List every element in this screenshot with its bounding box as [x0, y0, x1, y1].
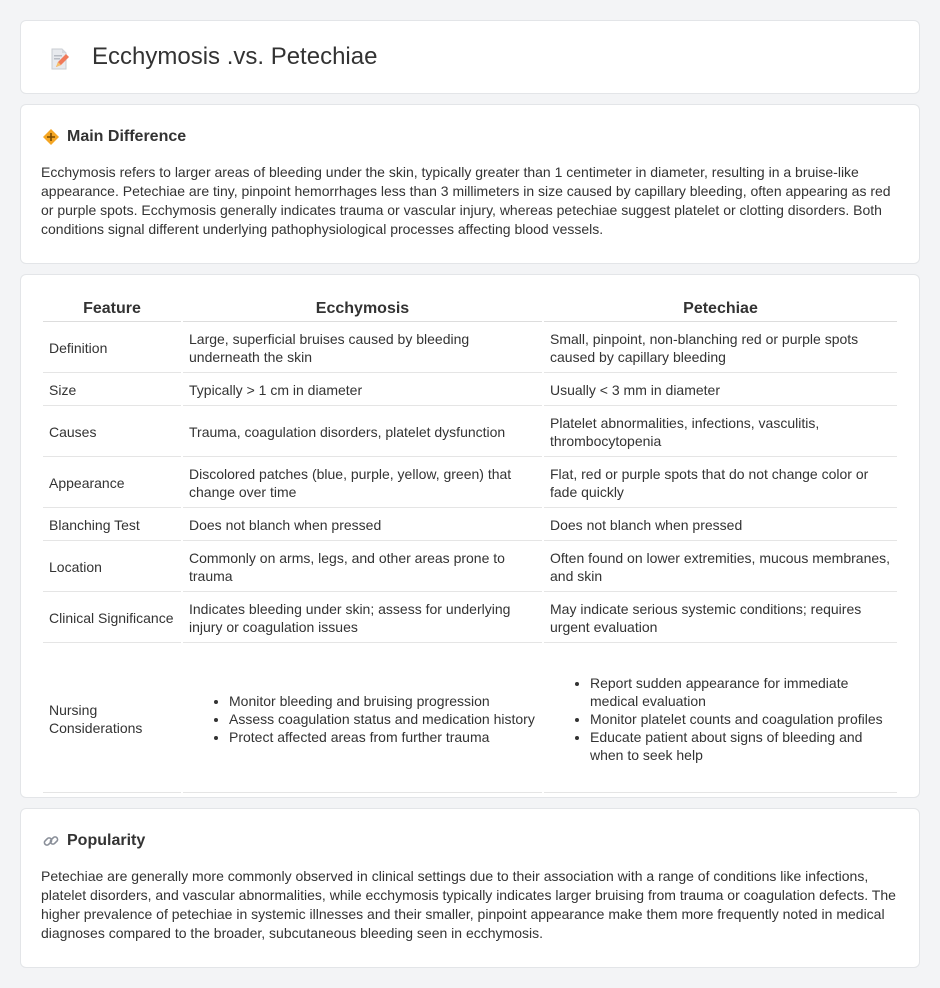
petechiae-cell: Does not blanch when pressed [544, 510, 897, 541]
table-row [43, 510, 897, 541]
main-difference-heading [41, 127, 186, 147]
table-row [43, 645, 897, 793]
popularity-text: Petechiae are generally more commonly observed in clinical settings due to their association with a range of conditions like infections, platelet disorders, and vascular abnormalities, while ecchymosis typically indicates larger bruising from trauma or coagulation defects. The higher prevalence of petechiae in systemic illnesses and their smaller, pinpoint appearance make them more frequently noted in medical diagnoses compared to the broader, subcutaneous bleeding seen in ecchymosis. [41, 868, 896, 941]
main-difference-text: Ecchymosis refers to larger areas of bleeding under the skin, typically greater than 1 centimeter in diameter, resulting in a bruise-like appearance. Petechiae are tiny, pinpoint hemorrhages less than 3 millimeters in size caused by capillary bleeding, often appearing as red or purple spots. Ecchymosis generally indicates trauma or vascular injury, whereas petechiae suggest platelet or clotting disorders. Both conditions signal different underlying pathophysiological processes affecting blood vessels. [41, 164, 891, 237]
feature-cell: Clinical Significance [43, 594, 181, 643]
diamond-warning-icon [41, 127, 61, 147]
main-difference-card [20, 104, 920, 264]
feature-cell: Blanching Test [43, 510, 181, 541]
header-ecchymosis: Ecchymosis [183, 297, 542, 322]
table-row [43, 408, 897, 457]
comparison-table-card [20, 274, 920, 798]
ecchymosis-cell: Indicates bleeding under skin; assess for underlying injury or coagulation issues [183, 594, 542, 643]
ecchymosis-cell: Large, superficial bruises caused by bleeding underneath the skin [183, 324, 542, 373]
feature-cell: Causes [43, 408, 181, 457]
ecchymosis-nursing-list [189, 692, 536, 746]
list-item: • Protect affected areas from further trauma [229, 728, 536, 746]
table-row [43, 543, 897, 592]
petechiae-cell: Usually < 3 mm in diameter [544, 375, 897, 406]
petechiae-nursing-list [550, 674, 891, 764]
link-icon [41, 831, 61, 851]
feature-cell: Size [43, 375, 181, 406]
ecchymosis-cell: Does not blanch when pressed [183, 510, 542, 541]
list-item: • Assess coagulation status and medication history [229, 710, 536, 728]
list-item: • Monitor platelet counts and coagulation profiles [590, 710, 891, 728]
table-row [43, 594, 897, 643]
table-row [43, 459, 897, 508]
popularity-heading [41, 831, 145, 851]
petechiae-cell [544, 645, 897, 793]
table-row [43, 324, 897, 373]
petechiae-cell: Small, pinpoint, non-blanching red or purple spots caused by capillary bleeding [544, 324, 897, 373]
feature-cell: Definition [43, 324, 181, 373]
document-pencil-icon [47, 47, 71, 71]
petechiae-cell: Often found on lower extremities, mucous membranes, and skin [544, 543, 897, 592]
petechiae-cell: Platelet abnormalities, infections, vasculitis, thrombocytopenia [544, 408, 897, 457]
ecchymosis-cell [183, 645, 542, 793]
header-card [20, 20, 920, 94]
popularity-card [20, 808, 920, 968]
petechiae-cell: Flat, red or purple spots that do not change color or fade quickly [544, 459, 897, 508]
list-item: • Monitor bleeding and bruising progression [229, 692, 536, 710]
main-difference-title: Main Difference [67, 128, 187, 145]
popularity-title: Popularity [67, 832, 146, 849]
header-feature: Feature [43, 297, 181, 322]
table-header-row [43, 297, 897, 322]
petechiae-cell: May indicate serious systemic conditions; requires urgent evaluation [544, 594, 897, 643]
header-petechiae: Petechiae [544, 297, 897, 322]
ecchymosis-cell: Discolored patches (blue, purple, yellow, green) that change over time [183, 459, 542, 508]
table-row [43, 375, 897, 406]
ecchymosis-cell: Typically > 1 cm in diameter [183, 375, 542, 406]
list-item: • Educate patient about signs of bleeding and when to seek help [590, 728, 891, 764]
page-title: Ecchymosis .vs. Petechiae [92, 43, 378, 70]
ecchymosis-cell: Commonly on arms, legs, and other areas prone to trauma [183, 543, 542, 592]
ecchymosis-cell: Trauma, coagulation disorders, platelet dysfunction [183, 408, 542, 457]
feature-cell: Nursing Considerations [43, 645, 181, 793]
comparison-table [41, 295, 899, 795]
list-item: • Report sudden appearance for immediate medical evaluation [590, 674, 891, 710]
feature-cell: Location [43, 543, 181, 592]
feature-cell: Appearance [43, 459, 181, 508]
